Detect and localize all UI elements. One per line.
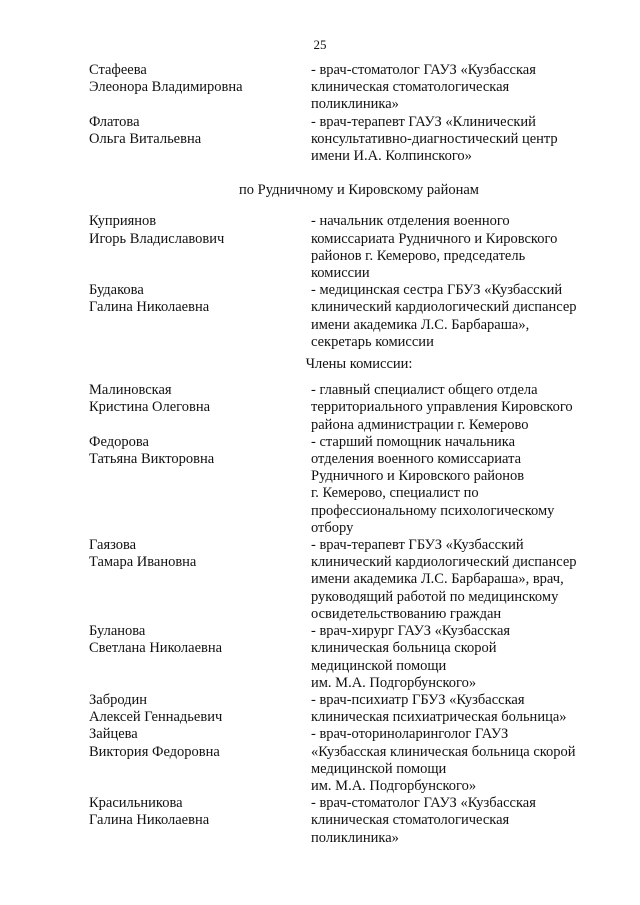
member-name [89, 623, 311, 692]
page-number: 25 [313, 37, 327, 52]
member-position-line: поликлиника» [311, 96, 399, 113]
member-position-line: руководящий работой по медицинскому [311, 588, 559, 605]
member-name-line: Элеонора Владимировна [89, 79, 243, 96]
member-name-line: Светлана Николаевна [89, 640, 223, 657]
member-position-line: - врач-оториноларинголог ГАУЗ [311, 726, 509, 743]
member-position-line: - врач-терапевт ГАУЗ «Клинический [311, 113, 536, 130]
member-position-line: - главный специалист общего отдела [311, 382, 538, 399]
member-position-line: клиническая стоматологическая [311, 79, 510, 96]
committee-members-heading: Члены комиссии: [305, 356, 413, 373]
member-position [311, 726, 599, 795]
member-name-line: Гаязова [89, 537, 137, 554]
member-name-line: Флатова [89, 113, 140, 130]
member-position-line: имени академика Л.С. Барбараша», врач, [311, 571, 564, 588]
member-position [311, 114, 599, 166]
member-position-line: консультативно-диагностический центр [311, 130, 558, 147]
member-name-line: Виктория Федоровна [89, 743, 220, 760]
member-name [89, 62, 311, 114]
member-position-line: «Кузбасская клиническая больница скорой [311, 743, 576, 760]
member-position [311, 62, 599, 114]
member-name-line: Федорова [89, 433, 149, 450]
member-position [311, 795, 599, 847]
document-body [89, 62, 599, 847]
member-position-line: отбору [311, 519, 354, 536]
member-position-line: - начальник отделения военного [311, 213, 510, 230]
member-entry [89, 623, 599, 692]
member-position-line: - врач-хирург ГАУЗ «Кузбасская [311, 623, 511, 640]
member-name [89, 213, 311, 282]
member-position [311, 382, 599, 434]
member-position-line: клинический кардиологический диспансер [311, 554, 577, 571]
member-name-line: Будакова [89, 282, 144, 299]
member-name [89, 537, 311, 623]
member-position-line: секретарь комиссии [311, 333, 434, 350]
member-position-line: профессиональному психологическому [311, 502, 555, 519]
member-position-line: клинический кардиологический диспансер [311, 299, 577, 316]
member-name-line: Игорь Владиславович [89, 230, 225, 247]
member-position-line: имени И.А. Колпинского» [311, 148, 472, 165]
member-position-line: освидетельствованию граждан [311, 605, 502, 622]
member-position-line: поликлиника» [311, 829, 399, 846]
member-entry [89, 382, 599, 434]
member-position-line: территориального управления Кировского [311, 399, 573, 416]
member-name [89, 795, 311, 847]
member-entry [89, 434, 599, 537]
member-name-line: Кристина Олеговна [89, 399, 211, 416]
member-name-line: Ольга Витальевна [89, 130, 202, 147]
member-position-line: - врач-терапевт ГБУЗ «Кузбасский [311, 537, 524, 554]
member-position-line: района администрации г. Кемерово [311, 416, 529, 433]
member-position-line: клиническая больница скорой [311, 640, 497, 657]
member-name-line: Галина Николаевна [89, 812, 210, 829]
member-position-line: комиссариата Рудничного и Кировского [311, 230, 558, 247]
member-position-line: имени академика Л.С. Барбараша», [311, 316, 530, 333]
member-name [89, 382, 311, 434]
member-entry [89, 62, 599, 114]
member-position-line: отделения военного комиссариата [311, 451, 522, 468]
member-position [311, 434, 599, 537]
member-name-line: Красильникова [89, 795, 183, 812]
member-entry [89, 692, 599, 726]
member-entry [89, 282, 599, 351]
member-entry [89, 537, 599, 623]
member-position [311, 692, 599, 726]
member-position-line: клиническая стоматологическая [311, 812, 510, 829]
member-position-line: - врач-стоматолог ГАУЗ «Кузбасская [311, 62, 536, 78]
member-entry [89, 795, 599, 847]
member-name [89, 114, 311, 166]
member-name [89, 434, 311, 537]
member-name [89, 692, 311, 726]
member-entry [89, 213, 599, 282]
member-name [89, 282, 311, 351]
member-name-line: Галина Николаевна [89, 299, 210, 316]
member-name-line: Зайцева [89, 726, 138, 743]
member-name-line: Алексей Геннадьевич [89, 709, 223, 726]
member-name-line: Стафеева [89, 62, 147, 78]
member-position-line: им. М.А. Подгорбунского» [311, 777, 477, 794]
member-name-line: Куприянов [89, 213, 157, 230]
member-position [311, 213, 599, 282]
member-name-line: Забродин [89, 691, 148, 708]
member-position-line: медицинской помощи [311, 657, 447, 674]
member-position-line: клиническая психиатрическая больница» [311, 709, 567, 726]
member-position-line: районов г. Кемерово, председатель [311, 247, 526, 264]
member-position-line: - старший помощник начальника [311, 433, 516, 450]
member-position-line: - медицинская сестра ГБУЗ «Кузбасский [311, 282, 563, 299]
member-name-line: Малиновская [89, 382, 172, 399]
member-position-line: медицинской помощи [311, 760, 447, 777]
member-name [89, 726, 311, 795]
member-position [311, 623, 599, 692]
member-position-line: комиссии [311, 265, 370, 282]
member-position-line: Рудничного и Кировского районов [311, 468, 525, 485]
member-name-line: Тамара Ивановна [89, 554, 197, 571]
member-entry [89, 726, 599, 795]
member-name-line: Буланова [89, 623, 146, 640]
member-entry [89, 114, 599, 166]
member-position-line: им. М.А. Подгорбунского» [311, 674, 477, 691]
member-position-line: г. Кемерово, специалист по [311, 485, 479, 502]
section-heading: по Рудничному и Кировскому районам [239, 182, 479, 199]
member-name-line: Татьяна Викторовна [89, 451, 215, 468]
member-position [311, 537, 599, 623]
member-position-line: - врач-стоматолог ГАУЗ «Кузбасская [311, 795, 536, 812]
member-position [311, 282, 599, 351]
member-position-line: - врач-психиатр ГБУЗ «Кузбасская [311, 691, 525, 708]
